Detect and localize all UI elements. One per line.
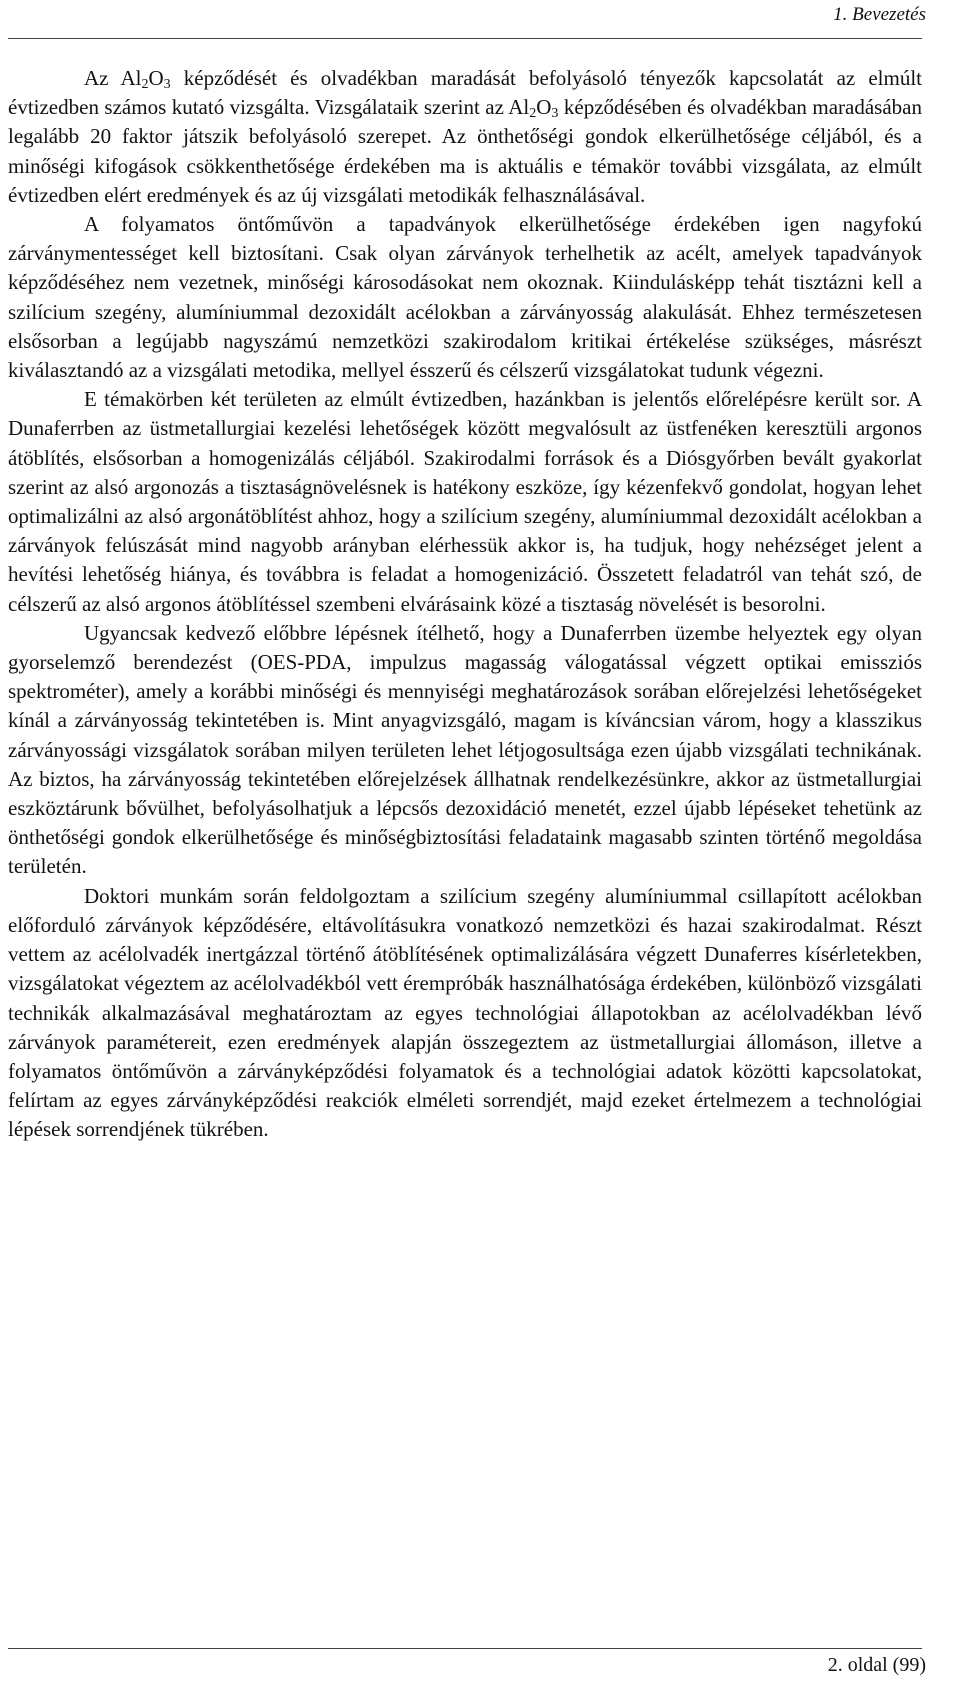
paragraph-1-text-c: képződését és olvadékban maradását befolyásoló tényezők kapcsolatát az elmúlt évtizedben számos kutató vizsgálta. Vizsgálataik szerint az Al [8,66,923,120]
paragraph-1 [8,64,922,210]
body-text [8,64,922,1145]
paragraph-1-text-b: O [148,66,164,90]
paragraph-1-text-a: Az Al [84,66,142,90]
footer-divider [8,1648,922,1649]
paragraph-2: A folyamatos öntőművön a tapadványok elkerülhetősége érdekében igen nagyfokú zárványmentességet kell biztosítani. Csak olyan zárványok terhelhetik az acélt, amelyek tapadványok képződéséhez nem vezetnek, minőségi károsodásokat nem okoznak. Kiindulásképp tehát tisztázni kell a szilícium szegény, alumíniummal dezoxidált acélokban a zárványosság alakulását. Ehhez természetesen elsősorban a legújabb nagyszámú nemzetközi szakirodalom kritikai értékelése szükséges, másrészt kiválasztandó az a vizsgálati metodika, mellyel ésszerű és célszerű vizsgálatokat tudunk végezni. [8,212,922,383]
paragraph-4: Ugyancsak kedvező előbbre lépésnek ítélhető, hogy a Dunaferrben üzembe helyeztek egy olyan gyorselemző berendezést (OES-PDA, impulzus magasság válogatással végzett optikai emissziós spektrométer), amely a korábbi minőségi és mennyiségi meghatározások sorában előrejelzési lehetőségeket kínál a zárványosság tekintetében is. Mint anyagvizsgáló, magam is kíváncsian várom, hogy a klasszikus zárványossági vizsgálatok sorában milyen területen lehet létjogosultsága ezen újabb vizsgálati technikának. Az biztos, ha zárványosság tekintetében előrejelzések állhatnak rendelkezésünkre, akkor az üstmetallurgiai eszköztárunk bővülhet, befolyásolhatjuk a lépcsős dezoxidáció menetét, ezzel újabb lépéseket tehetünk az önthetőségi gondok elkerülhetősége és minőségbiztosítási feladataink magasabb szinten történő megoldása területén. [8,620,922,879]
paragraph-1-text-e: képződésében és olvadékban maradásában legalább 20 faktor játszik befolyásoló szerepet. Az önthetőségi gondok elkerülhetősége céljából, és a minőségi kifogások csökkenthetősége érdekében ma is aktuális e témakör további vizsgálata, az elmúlt évtizedben elért eredmények és az új vizsgálati metodikák felhasználásával. [8,95,922,207]
page-number: 2. oldal (99) [827,1654,926,1676]
subscript-2: 2 [141,77,149,92]
subscript-3: 3 [163,77,171,92]
subscript-3b: 3 [551,106,559,122]
paragraph-5: Doktori munkám során feldolgoztam a szilícium szegény alumíniummal csillapított acélokban előforduló zárványok képződésére, eltávolításukra vonatkozó nemzetközi és hazai szakirodalmat. Részt vettem az acélolvadék inertgázzal történő átöblítésének optimalizálására végzett Dunaferres kísérletekben, vizsgálatokat végeztem az acélolvadékból vett érempróbák használhatósága érdekében, különböző vizsgálati technikák alkalmazásával meghatároztam az egyes technológiai állapotokban az acélolvadékban lévő zárványok paramétereit, ezen eredmények alapján összegeztem az üstmetallurgiai állomáson, illetve a folyamatos öntőművön a zárványképződési folyamatok és a technológiai adatok közötti kapcsolatokat, felírtam az egyes zárványképződési reakciók elméleti sorrendjét, majd ezeket értelmezem a technológiai lépések sorrendjének tükrében. [8,883,922,1142]
subscript-2b: 2 [529,106,537,122]
chapter-title: 1. Bevezetés [833,4,926,25]
header-divider [8,38,922,39]
paragraph-1-text-d: O [536,95,552,120]
paragraph-3: E témakörben két területen az elmúlt évtizedben, hazánkban is jelentős előrelépésre került sor. A Dunaferrben az üstmetallurgiai kezelési lehetőségek között megvalósult az üstfenéken keresztüli argonos átöblítés, elsősorban a homogenizálás céljából. Szakirodalmi források és a Diósgyőrben bevált gyakorlat szerint az alsó argonozás a tisztaságnövelésnek is hatékony eszköze, így kézenfekvő gondolat, hogyan lehet optimalizálni az alsó argonátöblítést ahhoz, hogy a szilícium szegény, alumíniummal dezoxidált acélokban a zárványok felúszását mind nagyobb arányban elérhessük akkor is, ha tudjuk, hogy nehézséget jelent a hevítési lehetőség hiánya, és továbbra is feladat a homogenizáció. Összetett feladatról van tehát szó, de célszerű az alsó argonos átöblítéssel szembeni elvárásaink közé a tisztaság növelését is besorolni. [8,387,922,616]
